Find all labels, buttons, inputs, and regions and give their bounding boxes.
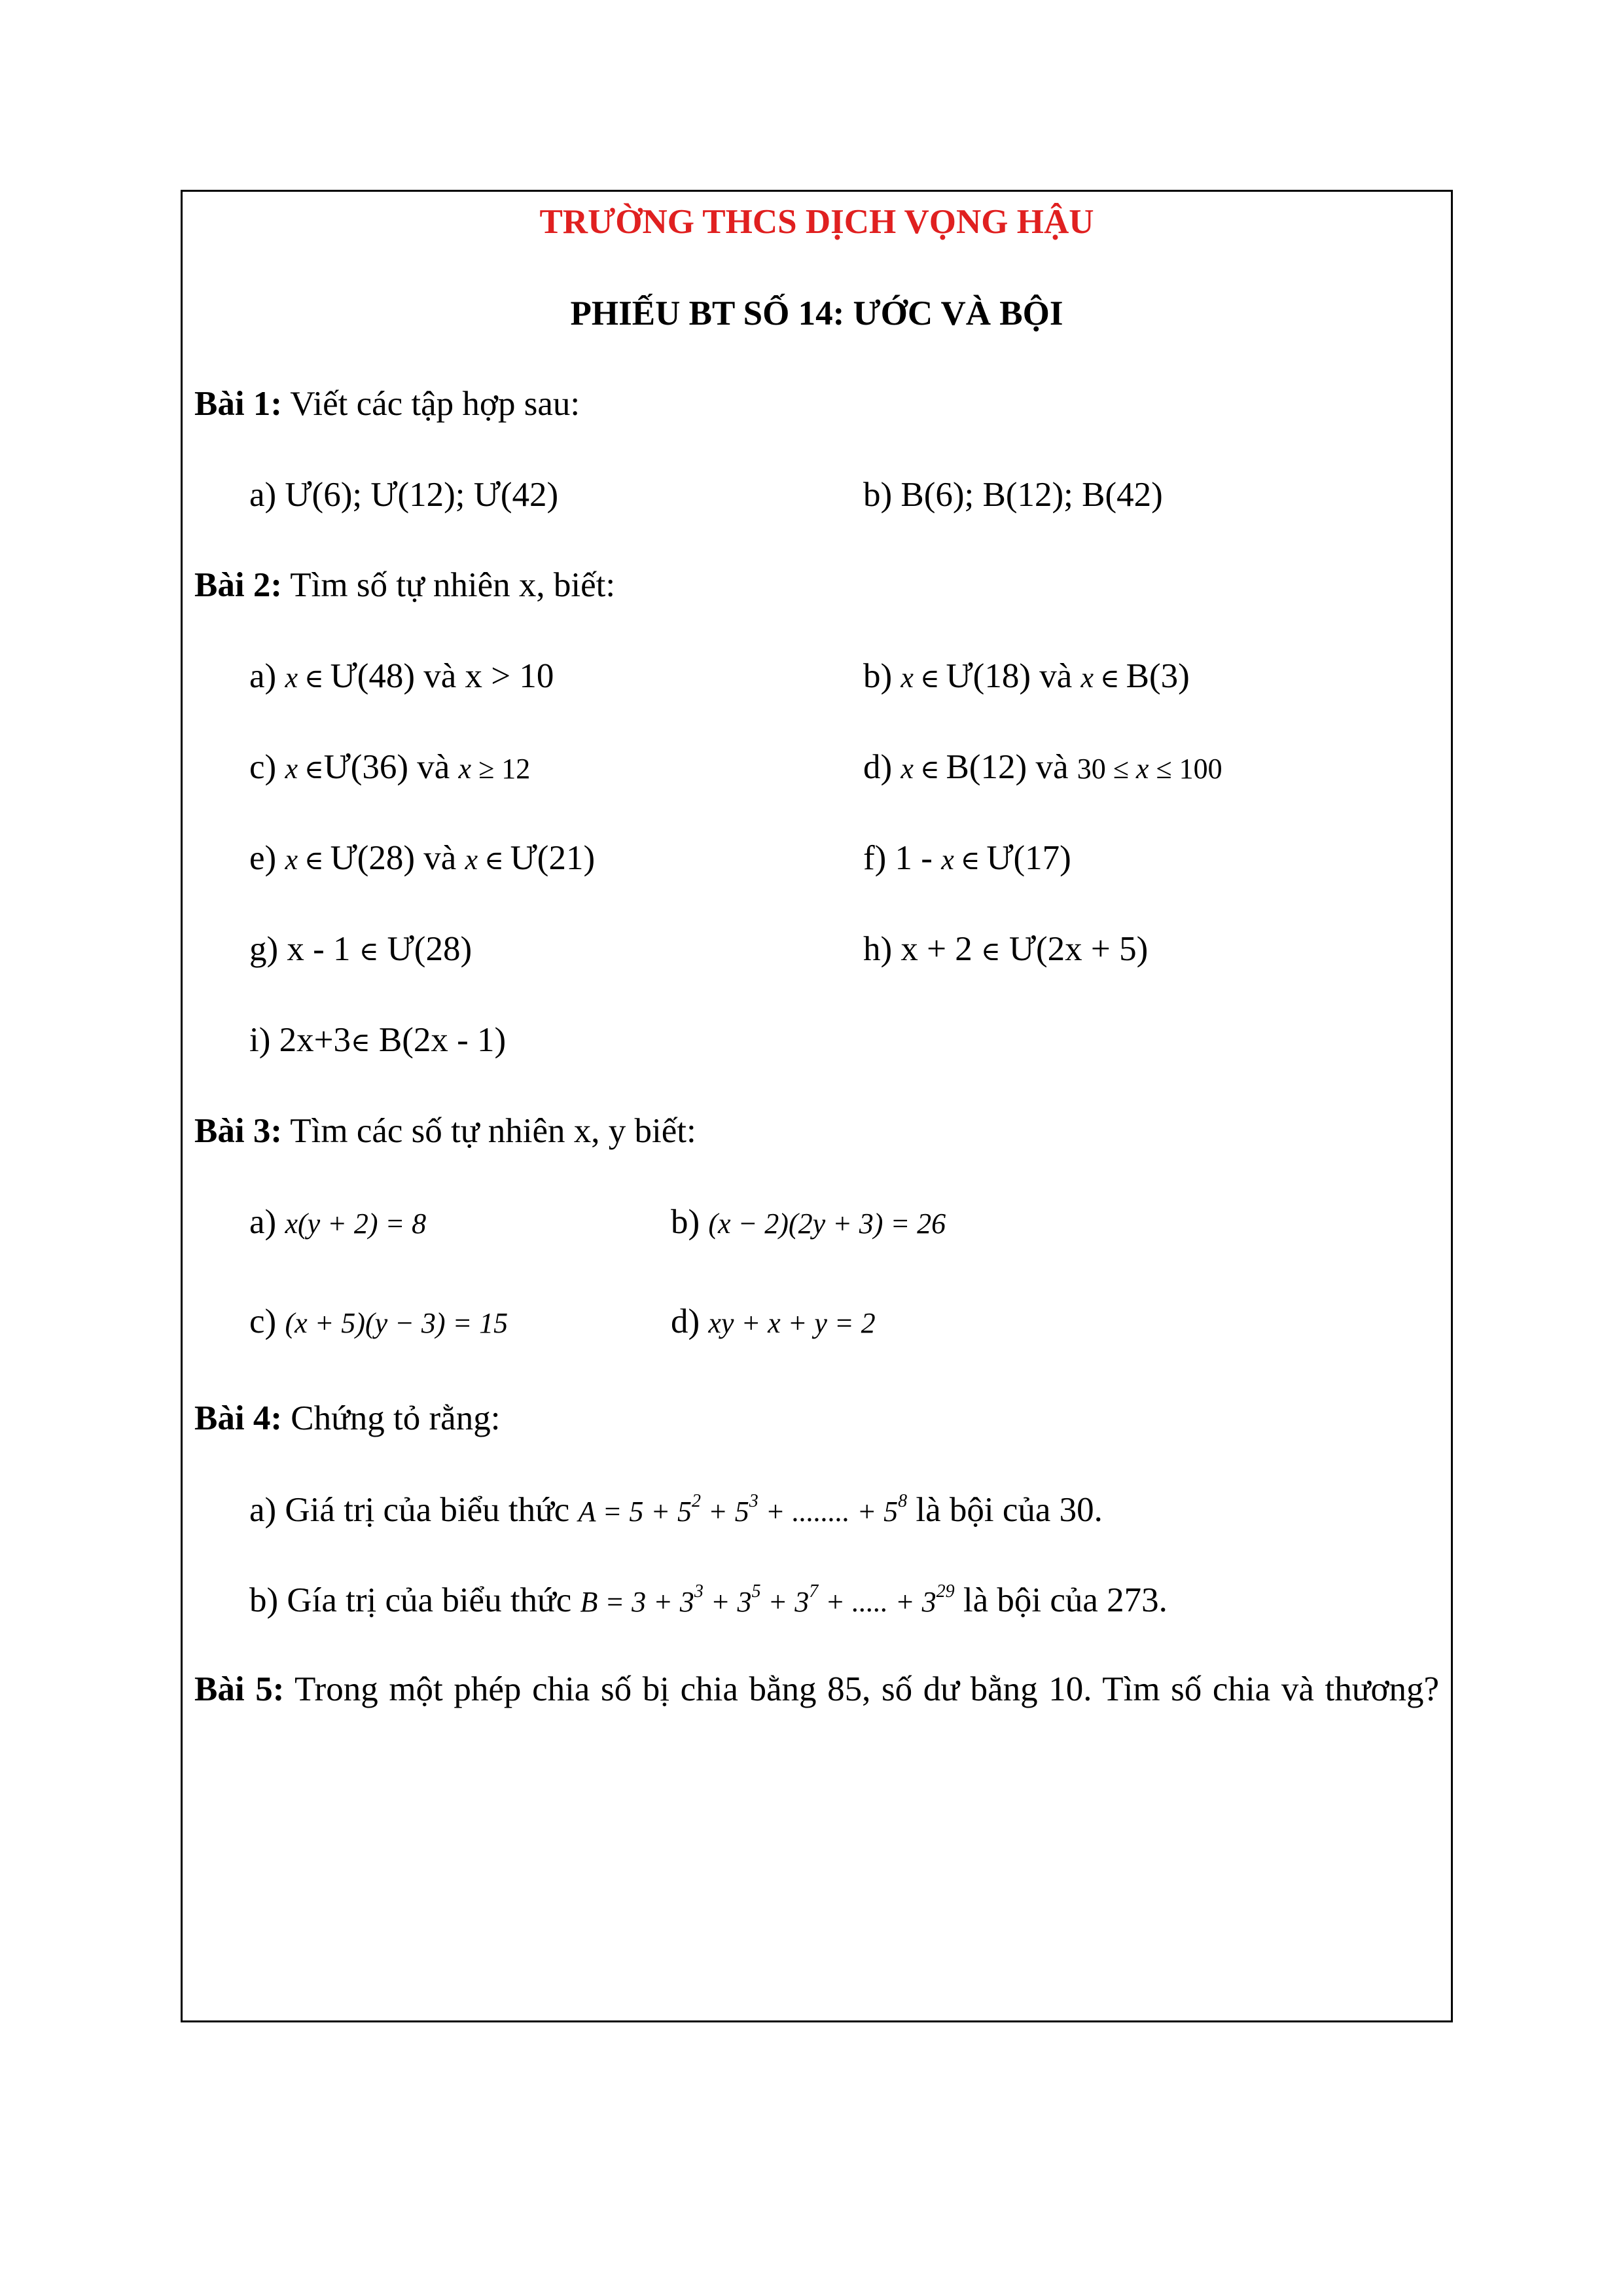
bai2-b-x2: x <box>1080 662 1094 694</box>
bai2-c-pre: c) <box>249 748 285 786</box>
bai3-d-expr: xy + x + y = 2 <box>708 1307 876 1339</box>
bai1-heading <box>194 387 580 422</box>
bai2-label: Bài 2: <box>194 566 282 604</box>
bai4-b-exp3: 7 <box>809 1581 819 1602</box>
bai1-label: Bài 1: <box>194 385 282 423</box>
bai3-a-expr: x(y + 2) = 8 <box>285 1208 427 1240</box>
bai3-label: Bài 3: <box>194 1112 282 1150</box>
bai2-h <box>863 932 1148 967</box>
bai2-d-x: x <box>901 753 914 785</box>
bai2-c <box>249 750 530 785</box>
school-name: TRƯỜNG THCS DỊCH VỌNG HẬU <box>539 203 1094 241</box>
bai2-h-rest: Ư(2x + 5) <box>1000 930 1149 968</box>
bai2-b-mid: Ư(18) và <box>946 657 1081 695</box>
bai2-c-in: ∈ <box>297 755 324 784</box>
bai2-d-pre: d) <box>863 748 901 786</box>
bai2-e-x: x <box>285 844 298 876</box>
bai3-c <box>249 1304 508 1339</box>
bai5-text: Trong một phép chia số bị chia bằng 85, số dư bằng 10. Tìm số chia và thương? <box>284 1670 1439 1708</box>
bai2-e <box>249 841 595 876</box>
bai2-f-in: ∈ <box>954 846 987 875</box>
bai2-d-x2: x <box>1135 753 1149 785</box>
bai2-g-in: ∈ <box>359 937 379 966</box>
bai2-a <box>249 659 554 694</box>
bai2-d-rel: ≤ 100 <box>1149 753 1222 785</box>
bai2-e-pre: e) <box>249 839 285 877</box>
bai3-d-label: d) <box>671 1302 700 1340</box>
bai4-b <box>249 1583 1168 1618</box>
bai2-f <box>863 841 1071 876</box>
bai4-b-mid2: + 3 <box>760 1586 810 1618</box>
bai4-b-expr <box>580 1581 955 1618</box>
bai4-b-exp4: 29 <box>936 1581 955 1602</box>
bai3-a <box>249 1205 426 1240</box>
bai2-a-rest: Ư(48) và x > 10 <box>330 657 554 695</box>
bai3-b-label: b) <box>671 1203 700 1241</box>
bai2-c-mid: Ư(36) và <box>323 748 459 786</box>
bai1-prompt: Viết các tập hợp sau: <box>281 385 580 423</box>
bai4-b-mid1: + 3 <box>703 1586 752 1618</box>
bai4-a-exp1: 2 <box>692 1491 702 1511</box>
bai4-b-expr-start: B = 3 + 3 <box>580 1586 694 1618</box>
bai4-a-post: là bội của 30. <box>907 1491 1103 1529</box>
bai2-g <box>249 932 472 967</box>
bai2-b-rest: B(3) <box>1126 657 1190 695</box>
worksheet-title: PHIẾU BT SỐ 14: ƯỚC VÀ BỘI <box>570 295 1063 332</box>
bai2-b-in2: ∈ <box>1094 664 1126 693</box>
bai2-e-in: ∈ <box>297 846 330 875</box>
bai4-a-exp3: 8 <box>898 1491 908 1511</box>
bai2-i-pre: i) 2x+3 <box>249 1021 351 1059</box>
bai2-e-x2: x <box>465 844 478 876</box>
bai4-a-expr <box>578 1491 908 1528</box>
bai3-heading <box>194 1114 696 1149</box>
bai4-a-mid2: + ........ + 5 <box>758 1496 899 1528</box>
bai4-b-mid3: + ..... + 3 <box>818 1586 936 1618</box>
bai2-prompt: Tìm số tự nhiên x, biết: <box>281 566 616 604</box>
bai2-d-in: ∈ <box>913 755 946 784</box>
bai4-b-post: là bội của 273. <box>954 1581 1168 1619</box>
bai5-label: Bài 5: <box>194 1670 285 1708</box>
bai2-f-pre: f) 1 - <box>863 839 942 877</box>
bai2-i-rest: B(2x - 1) <box>370 1021 507 1059</box>
bai3-c-label: c) <box>249 1302 277 1340</box>
bai2-c-x: x <box>285 753 298 785</box>
bai2-i-in: ∈ <box>351 1028 370 1057</box>
bai2-b-in: ∈ <box>913 664 946 693</box>
bai4-a-exp2: 3 <box>749 1491 758 1511</box>
bai2-b <box>863 659 1190 694</box>
bai1-a: a) Ư(6); Ư(12); Ư(42) <box>249 476 559 514</box>
bai2-e-rest: Ư(21) <box>510 839 596 877</box>
bai4-a-expr-start: A = 5 + 5 <box>578 1496 692 1528</box>
bai2-a-in: ∈ <box>297 664 330 693</box>
bai4-a-pre: a) Giá trị của biểu thức <box>249 1491 579 1529</box>
bai2-g-pre: g) x - 1 <box>249 930 359 968</box>
bai4-b-exp2: 5 <box>751 1581 761 1602</box>
bai2-b-x: x <box>901 662 914 694</box>
worksheet-frame <box>181 190 1453 2022</box>
bai2-a-x: x <box>285 662 298 694</box>
bai1-b: b) B(6); B(12); B(42) <box>863 476 1163 514</box>
bai3-b-expr: (x − 2)(2y + 3) = 26 <box>708 1208 946 1240</box>
bai2-d <box>863 750 1222 785</box>
bai4-b-pre: b) Gía trị của biểu thức <box>249 1581 580 1619</box>
bai4-label: Bài 4: <box>194 1399 282 1437</box>
bai4-a-mid1: + 5 <box>701 1496 749 1528</box>
bai4-a <box>249 1493 1103 1528</box>
bai5-paragraph <box>194 1658 1439 1784</box>
bai2-d-mid: B(12) và <box>946 748 1077 786</box>
bai2-d-math: 30 ≤ <box>1077 753 1136 785</box>
bai3-b <box>671 1205 946 1240</box>
bai2-i <box>249 1023 506 1058</box>
bai2-g-rest: Ư(28) <box>378 930 473 968</box>
bai2-c-rel: ≥ 12 <box>471 753 531 785</box>
bai2-f-x: x <box>941 844 954 876</box>
bai2-c-x2: x <box>458 753 472 785</box>
bai2-h-in: ∈ <box>981 937 1001 966</box>
bai4-prompt: Chứng tỏ rằng: <box>281 1399 501 1437</box>
bai3-c-expr: (x + 5)(y − 3) = 15 <box>285 1307 508 1339</box>
bai2-a-pre: a) <box>249 657 285 695</box>
bai2-heading <box>194 568 615 603</box>
bai4-heading <box>194 1401 500 1436</box>
bai3-prompt: Tìm các số tự nhiên x, y biết: <box>281 1112 696 1150</box>
bai2-b-pre: b) <box>863 657 901 695</box>
bai2-f-rest: Ư(17) <box>986 839 1071 877</box>
bai3-a-label: a) <box>249 1203 277 1241</box>
bai2-h-pre: h) x + 2 <box>863 930 982 968</box>
bai3-d <box>671 1304 876 1339</box>
bai2-e-in2: ∈ <box>478 846 510 875</box>
bai2-e-mid: Ư(28) và <box>330 839 465 877</box>
bai4-b-exp1: 3 <box>694 1581 704 1602</box>
